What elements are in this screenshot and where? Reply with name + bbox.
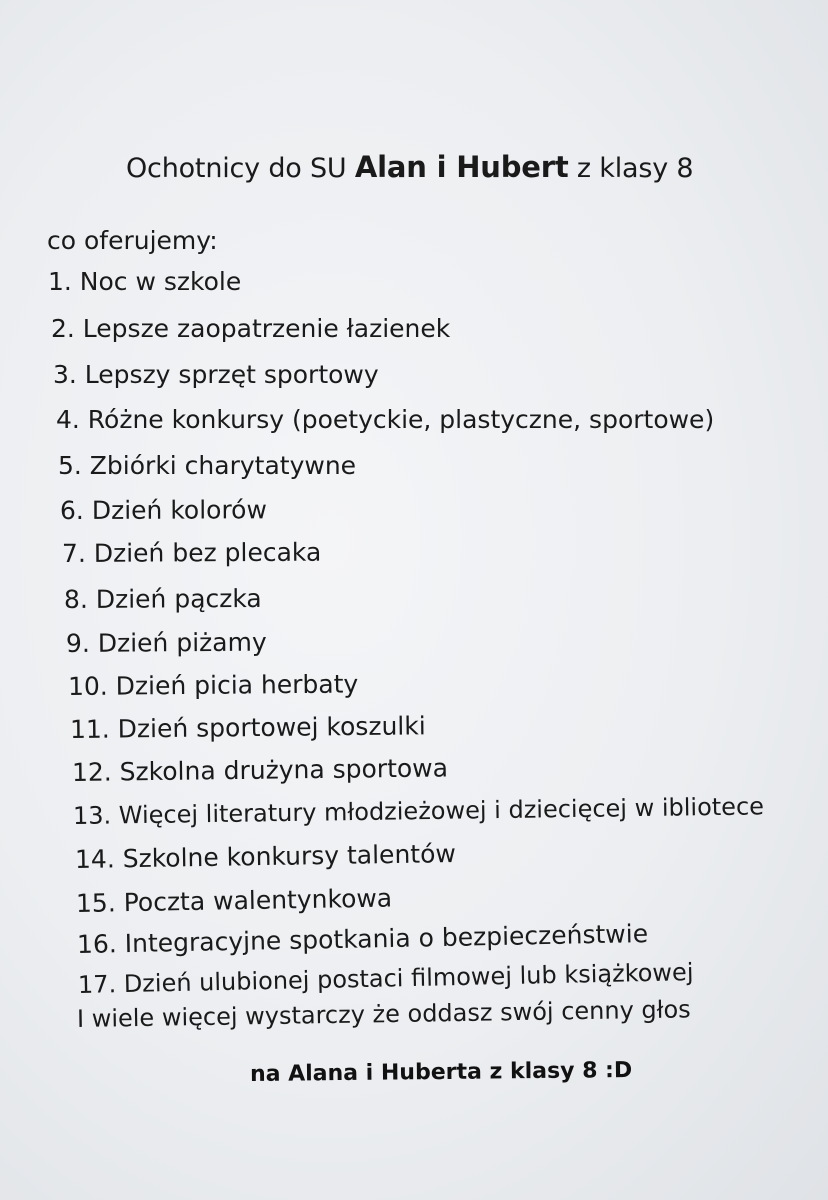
offer-item: 11. Dzień sportowej koszulki	[69, 711, 426, 744]
offer-item: 4. Różne konkursy (poetyckie, plastyczne, sportowe)	[56, 405, 715, 434]
offer-item: 13. Więcej literatury młodzieżowej i dziecięcej w ibliotece	[72, 792, 765, 830]
closing-line: na Alana i Huberta z klasy 8 :D	[249, 1057, 633, 1087]
offer-item: 14. Szkolne konkursy talentów	[74, 839, 457, 874]
outro-text: I wiele więcej wystarczy że oddasz swój cenny głos	[76, 995, 691, 1033]
title-prefix: Ochotnicy do SU	[126, 153, 347, 184]
offer-item: 1. Noc w szkole	[48, 267, 242, 296]
offer-item: 15. Poczta walentynkowa	[75, 883, 393, 918]
offer-item: 2. Lepsze zaopatrzenie łazienek	[51, 314, 451, 343]
offer-item: 16. Integracyjne spotkania o bezpieczeństwie	[76, 919, 649, 959]
offer-item: 17. Dzień ulubionej postaci filmowej lub książkowej	[77, 958, 694, 999]
offer-item: 3. Lepszy sprzęt sportowy	[53, 360, 379, 389]
offer-item: 5. Zbiórki charytatywne	[58, 451, 357, 480]
document-title	[126, 150, 693, 184]
intro-text: co oferujemy:	[47, 226, 218, 255]
offer-item: 6. Dzień kolorów	[59, 495, 267, 525]
offer-item: 12. Szkolna drużyna sportowa	[71, 753, 449, 787]
title-suffix: z klasy 8	[576, 153, 694, 184]
offer-item: 9. Dzień piżamy	[65, 627, 267, 658]
offer-item: 10. Dzień picia herbaty	[67, 669, 359, 701]
offer-item: 7. Dzień bez plecaka	[61, 537, 322, 568]
offer-item: 8. Dzień pączka	[63, 583, 262, 614]
title-candidate-names: Alan i Hubert	[354, 150, 569, 184]
